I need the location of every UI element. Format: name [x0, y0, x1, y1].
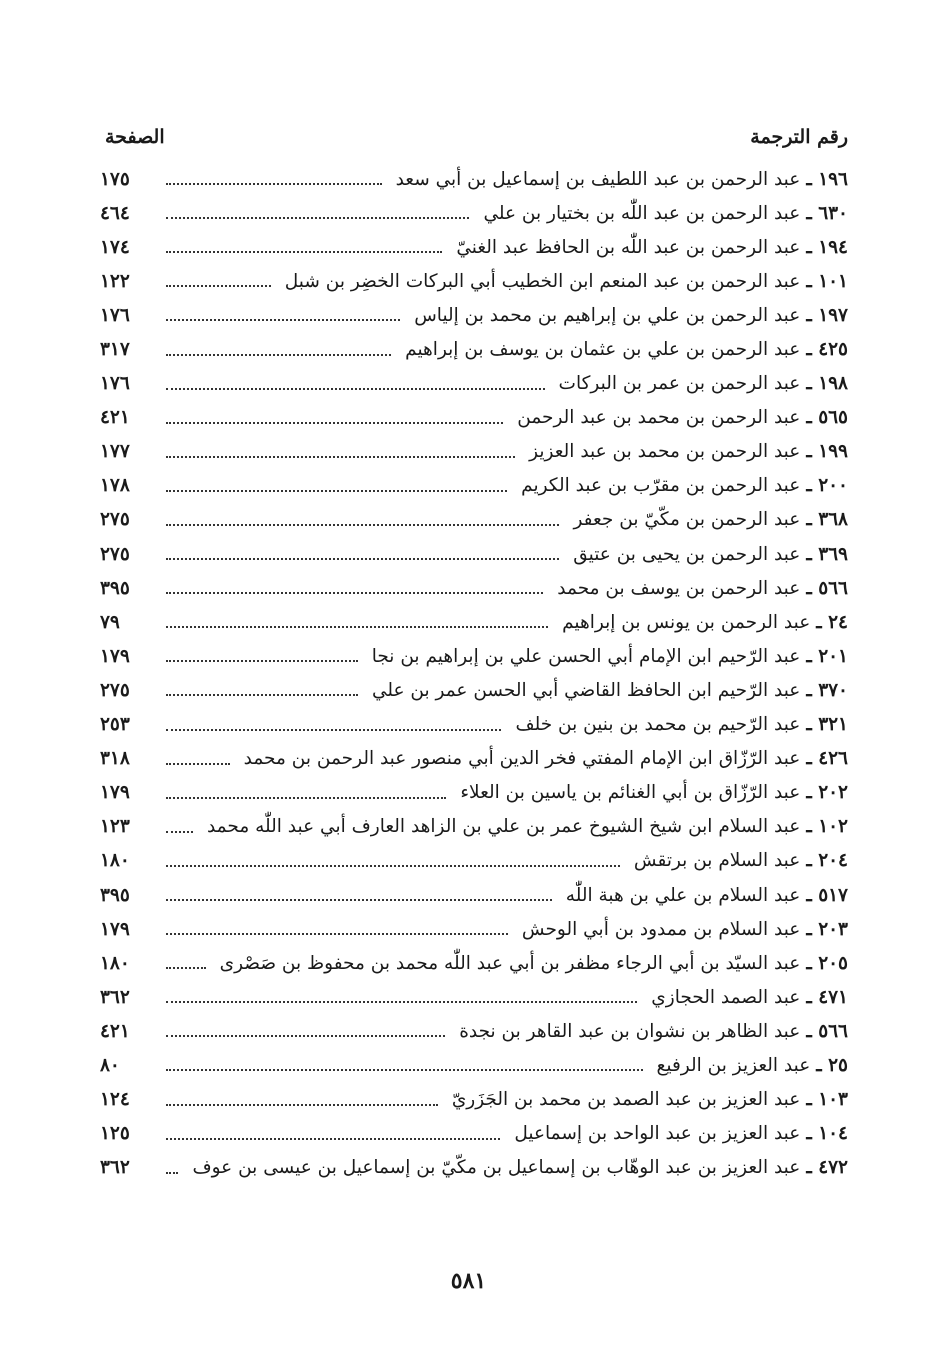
dot-leader — [166, 388, 545, 390]
index-entry — [100, 708, 848, 742]
index-entry — [100, 367, 848, 401]
entry-page-number: ٨٠ — [100, 1054, 120, 1076]
entry-name: عبد الرحمن بن يحيى بن عتيق — [573, 543, 801, 565]
index-entry — [100, 401, 848, 435]
entry-number: ١٩٤ ـ — [806, 236, 848, 258]
dot-leader — [166, 1069, 643, 1071]
entry-name: عبد العزيز بن عبد الواحد بن إسماعيل — [514, 1123, 801, 1145]
entry-name: عبد السلام ابن شيخ الشيوخ عمر بن علي بن الزاهد العارف أبي عبد اللّٰه محمد — [206, 816, 801, 838]
index-entry — [100, 1083, 848, 1117]
index-entries — [100, 162, 848, 1185]
entry-page-number: ٣٩٥ — [100, 577, 130, 599]
entry-name: عبد الرحمن بن عمر بن البركات — [558, 373, 801, 395]
entry-name: عبد العزيز بن الرفيع — [656, 1054, 811, 1076]
index-entry — [100, 230, 848, 264]
dot-leader — [166, 967, 206, 969]
entry-number: ١٠٤ ـ — [806, 1123, 848, 1145]
index-entry — [100, 639, 848, 673]
entry-page-number: ١٧٩ — [100, 645, 130, 667]
dot-leader — [166, 354, 391, 356]
entry-page-number: ٢٥٣ — [100, 714, 130, 736]
index-entry — [100, 742, 848, 776]
dot-leader — [166, 694, 358, 696]
entry-number: ١٠٣ ـ — [806, 1089, 848, 1111]
index-entry — [100, 332, 848, 366]
entry-name: عبد الرّحيم بن محمد بن بنين بن خلف — [515, 714, 801, 736]
dot-leader — [166, 183, 382, 185]
entry-name: عبد الرحمن بن علي بن عثمان بن يوسف بن إبراهيم — [405, 339, 801, 361]
page-number-heading: الصفحة — [105, 126, 165, 148]
entry-name: عبد الرحمن بن مكّيّ بن جعفر — [573, 509, 801, 531]
index-entry — [100, 946, 848, 980]
entry-page-number: ٣٦٢ — [100, 1157, 130, 1179]
index-entry — [100, 1048, 848, 1082]
entry-name: عبد الرحمن بن محمد بن عبد العزيز — [529, 441, 801, 463]
entry-number-heading: رقم الترجمة — [750, 126, 848, 148]
entry-page-number: ١٧٥ — [100, 168, 130, 190]
entry-number: ٤٧١ ـ — [806, 986, 848, 1008]
dot-leader — [166, 660, 358, 662]
entry-name: عبد الرحمن بن عبد اللّٰه بن الحافظ عبد الغنيّ — [456, 236, 801, 258]
entry-page-number: ١٧٩ — [100, 918, 130, 940]
entry-name: عبد الرّزّاق بن أبي الغنائم بن ياسين بن العلاء — [460, 782, 801, 804]
entry-page-number: ٢٧٥ — [100, 679, 130, 701]
dot-leader — [166, 1001, 637, 1003]
entry-number: ١٩٩ ـ — [806, 441, 848, 463]
index-entry — [100, 810, 848, 844]
dot-leader — [166, 490, 507, 492]
entry-number: ٢٥ ـ — [816, 1054, 848, 1076]
entry-number: ١٩٦ ـ — [806, 168, 848, 190]
dot-leader — [166, 251, 442, 253]
entry-name: عبد السلام بن علي بن هبة اللّٰه — [565, 884, 801, 906]
entry-name: عبد الرّحيم ابن الحافظ القاضي أبي الحسن عمر بن علي — [371, 679, 801, 701]
dot-leader — [166, 797, 446, 799]
dot-leader — [166, 899, 552, 901]
entry-page-number: ٢٧٥ — [100, 509, 130, 531]
dot-leader — [166, 763, 230, 765]
entry-number: ٢٠٥ ـ — [806, 952, 848, 974]
dot-leader — [166, 729, 501, 731]
index-entry — [100, 537, 848, 571]
entry-page-number: ٣١٨ — [100, 748, 130, 770]
index-entry — [100, 776, 848, 810]
index-entry — [100, 196, 848, 230]
entry-page-number: ١٢٢ — [100, 270, 130, 292]
entry-number: ٤٢٥ ـ — [806, 339, 848, 361]
entry-name: عبد السلام بن برتقش — [633, 850, 801, 872]
dot-leader — [166, 1104, 438, 1106]
entry-number: ٣٦٨ ـ — [806, 509, 848, 531]
entry-name: عبد الرحمن بن عبد المنعم ابن الخطيب أبي البركات الخضِر بن شبل — [284, 270, 801, 292]
entry-page-number: ١٧٦ — [100, 304, 130, 326]
dot-leader — [166, 456, 515, 458]
entry-page-number: ١٢٥ — [100, 1123, 130, 1145]
entry-number: ٥٦٥ ـ — [806, 407, 848, 429]
entry-name: عبد الرحمن بن يوسف بن محمد — [557, 577, 801, 599]
entry-name: عبد الرّزّاق ابن الإمام المفتي فخر الدين أبي منصور عبد الرحمن بن محمد — [243, 748, 801, 770]
entry-page-number: ١٧٩ — [100, 782, 130, 804]
entry-name: عبد الرّحيم ابن الإمام أبي الحسن علي بن إبراهيم بن نجا — [371, 645, 801, 667]
entry-number: ٢٠٠ ـ — [806, 475, 848, 497]
dot-leader — [166, 626, 548, 628]
entry-page-number: ٣٩٥ — [100, 884, 130, 906]
entry-number: ٢٠٣ ـ — [806, 918, 848, 940]
entry-number: ٢٠٤ ـ — [806, 850, 848, 872]
entry-number: ٦٣٠ ـ — [806, 202, 848, 224]
entry-number: ١٠١ ـ — [806, 270, 848, 292]
entry-number: ٣٧٠ ـ — [806, 679, 848, 701]
dot-leader — [166, 422, 503, 424]
index-entry — [100, 264, 848, 298]
entry-name: عبد العزيز بن عبد الصمد بن محمد بن الجَزَريّ — [451, 1089, 801, 1111]
dot-leader — [166, 319, 400, 321]
entry-number: ٤٧٢ ـ — [806, 1157, 848, 1179]
entry-page-number: ١٢٣ — [100, 816, 130, 838]
index-entry — [100, 673, 848, 707]
entry-number: ٥١٧ ـ — [806, 884, 848, 906]
dot-leader — [166, 1172, 178, 1174]
entry-page-number: ١٨٠ — [100, 850, 130, 872]
page-number-footer: ٥٨١ — [450, 1268, 487, 1294]
dot-leader — [166, 1035, 445, 1037]
entry-number: ١٠٢ ـ — [806, 816, 848, 838]
dot-leader — [166, 285, 271, 287]
entry-page-number: ١٧٨ — [100, 475, 130, 497]
index-entry — [100, 980, 848, 1014]
entry-page-number: ١٢٤ — [100, 1089, 130, 1111]
entry-number: ٣٦٩ ـ — [806, 543, 848, 565]
index-entry — [100, 298, 848, 332]
entry-number: ٣٢١ ـ — [806, 714, 848, 736]
entry-name: عبد الرحمن بن يونس بن إبراهيم — [562, 611, 811, 633]
entry-page-number: ٤٢١ — [100, 407, 130, 429]
entry-page-number: ٧٩ — [100, 611, 120, 633]
entry-number: ٢٠١ ـ — [806, 645, 848, 667]
entry-name: عبد العزيز بن عبد الوهّاب بن إسماعيل بن مكّيّ بن إسماعيل بن عيسى بن عوف — [192, 1157, 801, 1179]
entry-page-number: ٤٦٤ — [100, 202, 130, 224]
dot-leader — [166, 933, 508, 935]
entry-name: عبد الرحمن بن عبد اللّٰه بن بختيار بن علي — [483, 202, 801, 224]
entry-page-number: ١٧٧ — [100, 441, 130, 463]
dot-leader — [166, 524, 559, 526]
index-entry — [100, 1014, 848, 1048]
dot-leader — [166, 217, 469, 219]
entry-page-number: ١٧٤ — [100, 236, 130, 258]
entry-name: عبد الرحمن بن عبد اللطيف بن إسماعيل بن أبي سعد — [395, 168, 801, 190]
entry-number: ٤٢٦ ـ — [806, 748, 848, 770]
index-entry — [100, 605, 848, 639]
column-header — [100, 126, 848, 156]
entry-number: ٥٦٦ ـ — [806, 1020, 848, 1042]
entry-name: عبد السيّد بن أبي الرجاء مظفر بن أبي عبد اللّٰه محمد بن محفوظ بن صَصْرى — [219, 952, 801, 974]
index-entry — [100, 1151, 848, 1185]
entry-name: عبد الرحمن بن علي بن إبراهيم بن محمد بن إلياس — [414, 304, 801, 326]
index-entry — [100, 878, 848, 912]
entry-page-number: ٤٢١ — [100, 1020, 130, 1042]
entry-page-number: ٣٦٢ — [100, 986, 130, 1008]
index-entry — [100, 1117, 848, 1151]
entry-number: ١٩٨ ـ — [806, 373, 848, 395]
entry-name: عبد السلام بن ممدود بن أبي الوحش — [521, 918, 801, 940]
entry-name: عبد الرحمن بن محمد بن عبد الرحمن — [517, 407, 801, 429]
dot-leader — [166, 865, 620, 867]
index-entry — [100, 912, 848, 946]
index-entry — [100, 162, 848, 196]
dot-leader — [166, 831, 193, 833]
dot-leader — [166, 558, 559, 560]
entry-page-number: ٢٧٥ — [100, 543, 130, 565]
index-entry — [100, 503, 848, 537]
dot-leader — [166, 1138, 500, 1140]
entry-number: ١٩٧ ـ — [806, 304, 848, 326]
index-entry — [100, 469, 848, 503]
index-entry — [100, 844, 848, 878]
index-entry — [100, 435, 848, 469]
entry-number: ٥٦٦ ـ — [806, 577, 848, 599]
entry-name: عبد الظاهر بن نشوان بن عبد القاهر بن نجدة — [459, 1020, 801, 1042]
entry-name: عبد الرحمن بن مقرّب بن عبد الكريم — [521, 475, 801, 497]
entry-page-number: ١٧٦ — [100, 373, 130, 395]
entry-name: عبد الصمد الحجازي — [651, 986, 801, 1008]
index-entry — [100, 571, 848, 605]
entry-number: ٢٠٢ ـ — [806, 782, 848, 804]
entry-number: ٢٤ ـ — [816, 611, 848, 633]
entry-page-number: ٣١٧ — [100, 339, 130, 361]
dot-leader — [166, 592, 543, 594]
entry-page-number: ١٨٠ — [100, 952, 130, 974]
